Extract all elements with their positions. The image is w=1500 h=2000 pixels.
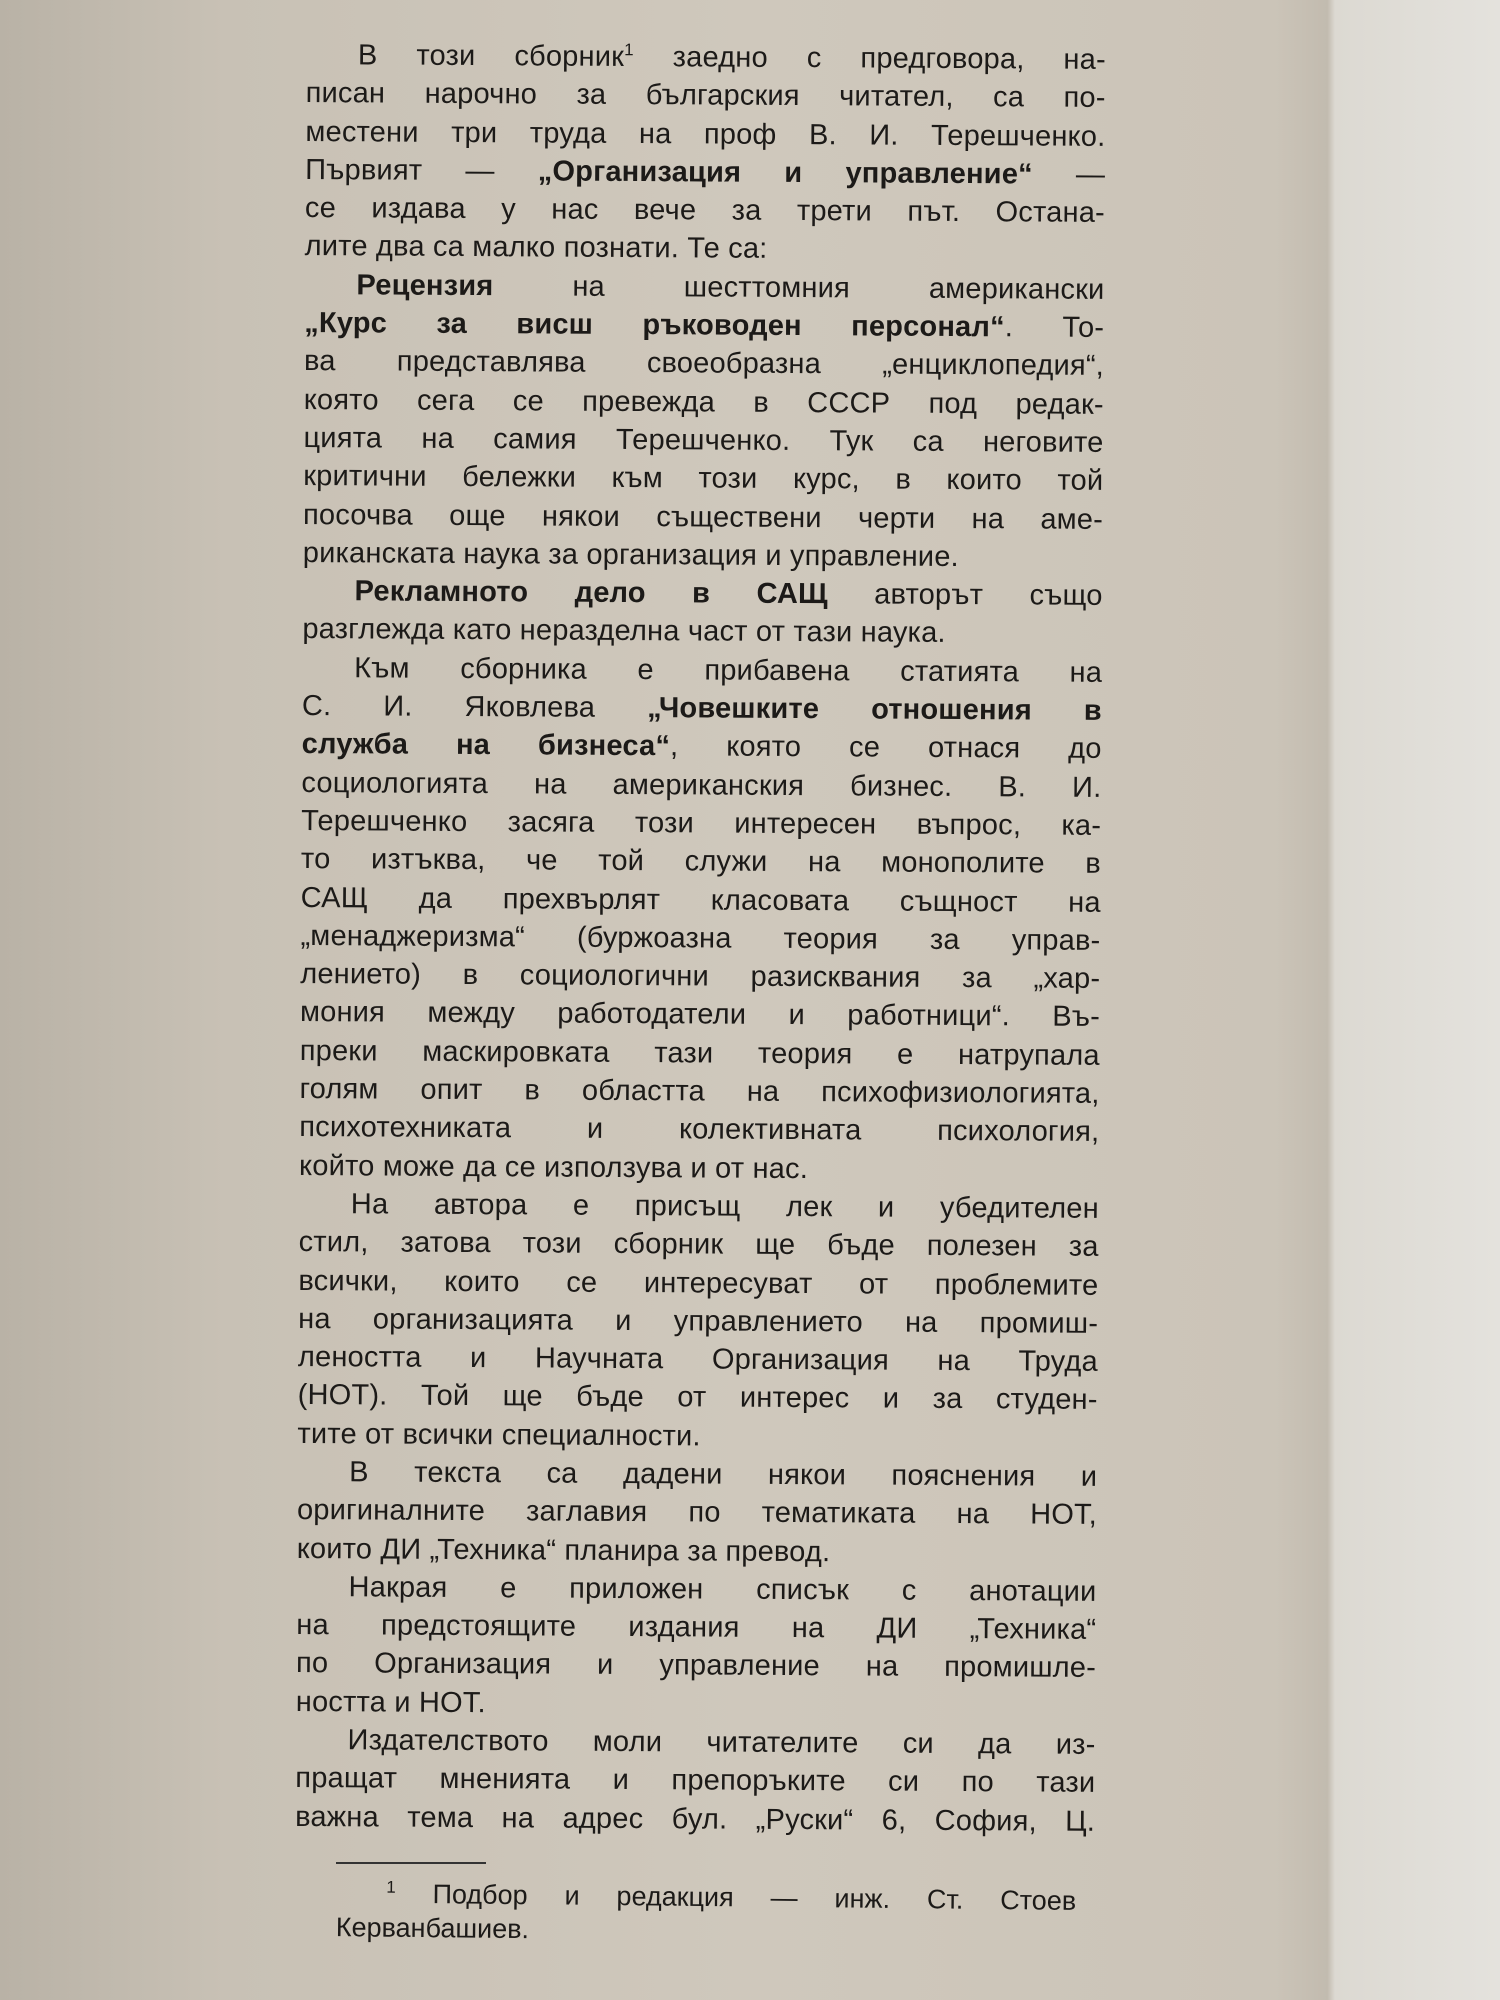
- text-line: [304, 381, 1104, 424]
- text-segment: „менаджеризма“ (буржоазна теория за управ-: [300, 919, 1101, 957]
- footnote-text: Подбор и редакция — инж. Ст. Стоев: [395, 1878, 1077, 1916]
- text-line: [302, 687, 1102, 730]
- text-line: [301, 802, 1101, 845]
- text-segment: която сега се превежда в СССР под редак-: [303, 383, 1104, 421]
- text-line: [300, 1032, 1100, 1075]
- text-segment: САЩ да прехвърлят класовата същност на: [300, 881, 1101, 919]
- bold-text: Рецензия: [356, 269, 494, 302]
- text-segment: които ДИ „Техника“ планира за превод.: [296, 1532, 831, 1568]
- text-line: [302, 572, 1102, 615]
- text-line: [299, 1147, 1099, 1190]
- text-line: [298, 1261, 1098, 1304]
- text-segment: преки маскировката тази теория е натрупала: [299, 1034, 1100, 1072]
- text-segment: важна тема на адрес бул. „Руски“ 6, София, Ц.: [295, 1800, 1096, 1838]
- text-segment: лите два са малко познати. Те са:: [304, 230, 768, 266]
- text-segment: психотехниката и колективната психология,: [299, 1111, 1100, 1149]
- text-line: [302, 649, 1102, 692]
- text-line: [296, 1606, 1096, 1649]
- bold-text: служба на бизнеса“: [301, 728, 671, 763]
- text-segment: С. И. Яковлева: [301, 690, 648, 725]
- text-segment: който може да се използува и от нас.: [299, 1149, 809, 1185]
- footnote-marker: 1: [386, 1877, 396, 1897]
- text-line: [301, 879, 1101, 922]
- text-segment: , която се отнася до: [669, 730, 1102, 766]
- text-segment: Терешченко засяга този интересен въпрос, ка-: [301, 804, 1102, 842]
- text-segment: мония между работодатели и работници“. Въ-: [299, 996, 1101, 1034]
- text-segment: Издателството моли читателите си да из-: [347, 1724, 1096, 1761]
- text-segment: ността и НОТ.: [295, 1685, 486, 1719]
- text-segment: стил, затова този сборник ще бъде полезен за: [298, 1226, 1099, 1264]
- text-segment: . То-: [1004, 311, 1105, 344]
- bold-text: „Човешките отношения в: [647, 692, 1102, 727]
- text-segment: социологията на американския бизнес. В. И.: [301, 766, 1102, 804]
- text-segment: (НОТ). Той ще бъде от интерес и за студен-: [297, 1379, 1098, 1417]
- text-line: [296, 1683, 1096, 1726]
- text-segment: —: [1032, 158, 1106, 191]
- text-segment: на предстоящите издания на ДИ „Техника“: [296, 1609, 1097, 1647]
- text-segment: леността и Научната Организация на Труда: [297, 1341, 1099, 1378]
- text-segment: на организацията и управлението на промиш-: [298, 1302, 1099, 1340]
- text-line: [305, 151, 1105, 194]
- text-line: [300, 993, 1100, 1036]
- text-segment: риканската наука за организация и управление.: [302, 536, 959, 573]
- text-line: [297, 1491, 1097, 1534]
- text-segment: по Организация и управление на промишле-: [295, 1647, 1097, 1685]
- text-line: [298, 1376, 1098, 1419]
- text-line: [299, 1070, 1099, 1113]
- text-line: [298, 1300, 1098, 1343]
- text-segment: то изтъква, че той служи на монополите в: [300, 843, 1102, 881]
- text-segment: голям опит в областта на психофизиологията,: [299, 1072, 1100, 1110]
- text-segment: пращат мненията и препоръките си по тази: [295, 1762, 1096, 1800]
- text-line: [303, 457, 1103, 500]
- bold-text: „Курс за висш ръководен персонал“: [304, 307, 1005, 344]
- text-line: [295, 1721, 1095, 1764]
- text-segment: заедно с предговора, на-: [633, 41, 1106, 76]
- text-segment: В текста са дадени някои пояснения и: [349, 1456, 1098, 1493]
- text-segment: се издава у нас вече за трети път. Остана-: [304, 192, 1106, 230]
- text-segment: на шесттомния американски: [493, 269, 1105, 306]
- text-line: [300, 955, 1100, 998]
- text-line: [305, 189, 1105, 232]
- text-segment: местени три труда на проф В. И. Терешченко.: [305, 115, 1106, 153]
- text-segment: всички, които се интересуват от проблемите: [298, 1264, 1099, 1302]
- text-line: [295, 1798, 1095, 1841]
- text-segment: Накрая е приложен списък с анотации: [348, 1571, 1097, 1608]
- text-segment: Към сборника е прибавена статията на: [354, 652, 1103, 689]
- text-segment: разглежда като неразделна част от тази наука.: [302, 613, 946, 650]
- text-line: [301, 764, 1101, 807]
- text-segment: ва представлява своеобразна „енциклопедия“,: [303, 345, 1105, 383]
- text-line: [298, 1338, 1098, 1381]
- text-line: [304, 304, 1104, 347]
- text-line: [299, 1108, 1099, 1151]
- footnote-line-2: Керванбашиев.: [335, 1912, 530, 1945]
- text-line: [305, 227, 1105, 270]
- text-line: [296, 1644, 1096, 1687]
- text-line: [304, 342, 1104, 385]
- bold-text: Рекламното дело в САЩ: [354, 575, 828, 611]
- text-line: [297, 1453, 1097, 1496]
- text-segment: цията на самия Терешченко. Тук са неговите: [303, 421, 1104, 459]
- text-line: [303, 496, 1103, 539]
- text-line: [299, 1185, 1099, 1228]
- text-segment: критични бележки към този курс, в които той: [303, 460, 1104, 498]
- text-line: [297, 1415, 1097, 1458]
- footnote-rule: [336, 1862, 486, 1864]
- text-line: [297, 1530, 1097, 1573]
- page-body: [295, 36, 1106, 1841]
- footnote-reference: 1: [624, 40, 634, 60]
- text-line: [306, 36, 1106, 79]
- text-segment: посочва още някои съществени черти на аме-: [302, 498, 1104, 536]
- text-segment: писан нарочно за българския читател, са по-: [305, 77, 1106, 115]
- text-line: [306, 74, 1106, 117]
- text-line: [302, 725, 1102, 768]
- text-line: [303, 534, 1103, 577]
- text-segment: оригиналните заглавия по тематиката на НОТ,: [296, 1494, 1098, 1532]
- text-line: [301, 840, 1101, 883]
- text-line: [305, 113, 1105, 156]
- text-segment: В този сборник: [357, 39, 625, 73]
- text-line: [300, 917, 1100, 960]
- text-line: [295, 1759, 1095, 1802]
- text-line: [303, 419, 1103, 462]
- text-line: [302, 610, 1102, 653]
- text-line: [299, 1223, 1099, 1266]
- bold-text: „Организация и управление“: [537, 155, 1033, 191]
- text-line: [304, 266, 1104, 309]
- text-segment: тите от всички специалности.: [297, 1417, 701, 1453]
- footnote: [336, 1876, 1077, 1952]
- text-segment: лението) в социологични разисквания за „хар-: [300, 958, 1101, 995]
- text-segment: авторът също: [827, 578, 1103, 613]
- text-segment: На автора е присъщ лек и убедителен: [350, 1188, 1099, 1225]
- text-line: [296, 1568, 1096, 1611]
- text-segment: Първият —: [305, 153, 538, 188]
